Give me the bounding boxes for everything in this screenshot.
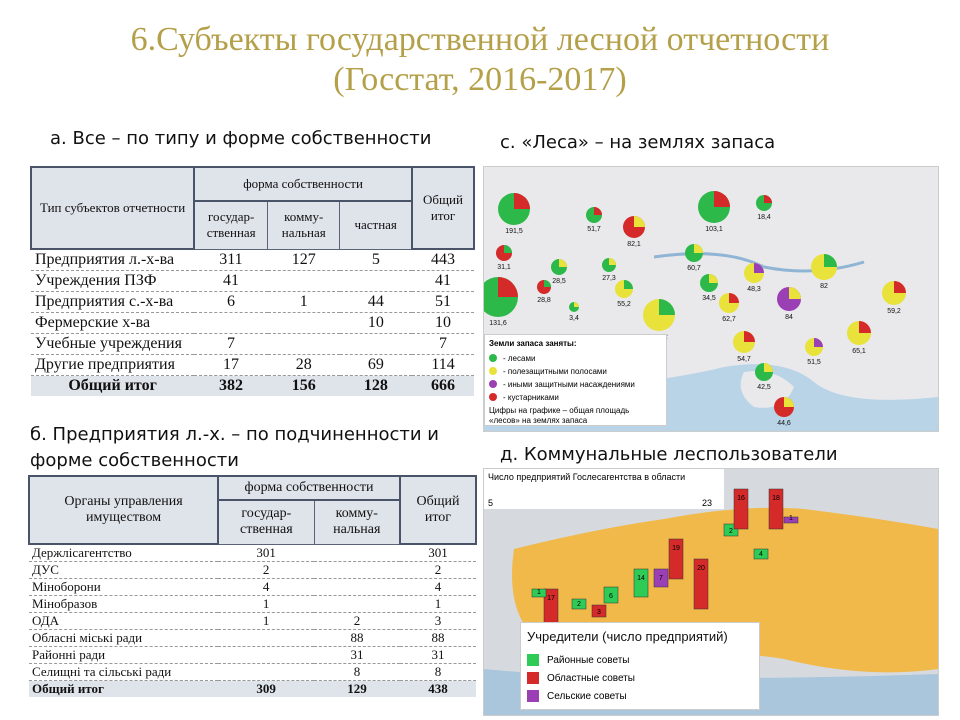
row-comm: [268, 313, 340, 334]
row-total: 301: [400, 544, 476, 562]
legend-d-item: [527, 652, 759, 668]
row-total: 41: [412, 271, 474, 292]
legend-d-swatch: [527, 690, 539, 702]
pie-label: 42,5: [757, 384, 771, 391]
pie-label: 62,7: [722, 316, 736, 323]
row-state: 1: [218, 596, 314, 613]
map-bar: [592, 605, 606, 617]
pie-label: 3,4: [569, 315, 579, 322]
legend-c-swatch: [489, 393, 497, 401]
legend-d-item: [527, 688, 759, 704]
table-b-row: [29, 562, 476, 579]
row-comm: [314, 596, 400, 613]
map-bar: [754, 549, 768, 559]
header-state: государ-ственная: [194, 201, 268, 249]
row-name: Міноборони: [29, 579, 218, 596]
legend-c-item: [489, 352, 666, 364]
row-state: 2: [218, 562, 314, 579]
map-bar: [604, 587, 618, 603]
map-communal-forest-users: [483, 468, 939, 716]
row-name: Держлісагентство: [29, 544, 218, 562]
legend-c-swatch: [489, 367, 497, 375]
table-b-row: [29, 613, 476, 630]
total-private: 128: [340, 376, 412, 397]
table-b-row: [29, 544, 476, 562]
row-name: Фермерские х-ва: [31, 313, 194, 334]
map-pie: [805, 338, 823, 366]
header-form-b: форма собственности: [218, 476, 400, 500]
table-a-row: [31, 249, 474, 271]
total-name: Общий итог: [31, 376, 194, 397]
map-pie: [756, 195, 772, 221]
bar-label: 20: [697, 565, 705, 572]
pie-label: 131,6: [489, 320, 507, 327]
row-state: 311: [194, 249, 268, 271]
bar-label: 18: [772, 495, 780, 502]
row-name: Другие предприятия: [31, 355, 194, 376]
table-a-row: [31, 313, 474, 334]
row-total: 1: [400, 596, 476, 613]
map-d-topbar: [484, 469, 724, 509]
header-state-b: государ-ственная: [218, 500, 314, 544]
legend-d-text: Сельские советы: [547, 690, 627, 702]
map-bar: [734, 489, 748, 529]
pie-label: 31,1: [497, 264, 511, 271]
row-name: Селищні та сільські ради: [29, 664, 218, 681]
table-a-total-row: [31, 376, 474, 397]
bar-label: 6: [609, 593, 613, 600]
row-total: 88: [400, 630, 476, 647]
bar-label: 19: [672, 545, 680, 552]
row-state: 4: [218, 579, 314, 596]
row-total: 51: [412, 292, 474, 313]
bar-label: 3: [597, 609, 601, 616]
map-bar: [634, 569, 648, 597]
row-state: 6: [194, 292, 268, 313]
legend-c-text: - полезащитными полосами: [503, 366, 607, 376]
map-d-top-label: Число предприятий Гослесагентства в области: [488, 472, 686, 482]
legend-d-swatch: [527, 672, 539, 684]
section-d-label: д. Коммунальные леспользователи: [500, 444, 838, 465]
total-comm: 156: [268, 376, 340, 397]
legend-c-text: - кустарниками: [503, 392, 559, 402]
legend-d-title: Учредители (число предприятий): [527, 629, 728, 644]
row-total: 3: [400, 613, 476, 630]
row-state: [218, 647, 314, 664]
row-name: Мінобразов: [29, 596, 218, 613]
pie-label: 28,8: [537, 297, 551, 304]
legend-d-text: Областные советы: [547, 672, 635, 684]
legend-c-item: [489, 365, 666, 377]
row-name: ОДА: [29, 613, 218, 630]
row-comm: 1: [268, 292, 340, 313]
scale-max: 23: [702, 498, 713, 508]
row-comm: 28: [268, 355, 340, 376]
map-pie: [496, 245, 512, 271]
title-line-1: 6.Субъекты государственной лесной отчетности: [130, 21, 830, 58]
legend-c-item: [489, 378, 666, 390]
row-state: [218, 664, 314, 681]
row-comm: 8: [314, 664, 400, 681]
row-comm: [314, 544, 400, 562]
row-name: Предприятия л.-х-ва: [31, 249, 194, 271]
row-comm: [268, 334, 340, 355]
map-bar: [769, 489, 783, 529]
bar-label: 2: [729, 528, 733, 535]
row-state: 1: [218, 613, 314, 630]
row-comm: 88: [314, 630, 400, 647]
pie-label: 55,2: [617, 301, 631, 308]
row-comm: 127: [268, 249, 340, 271]
map-d-legend: [520, 622, 760, 710]
section-b-label-2: форме собственности: [30, 450, 239, 471]
table-a-row: [31, 292, 474, 313]
legend-c-footnote: Цифры на графике – общая площадь «лесов» на землях запаса: [489, 406, 630, 425]
table-a-row: [31, 334, 474, 355]
row-name: Обласні міські ради: [29, 630, 218, 647]
pie-label: 59,2: [887, 308, 901, 315]
row-total: 31: [400, 647, 476, 664]
header-comm: комму-нальная: [268, 201, 340, 249]
map-pie: [615, 280, 633, 308]
row-state: 41: [194, 271, 268, 292]
row-total: 10: [412, 313, 474, 334]
row-private: 44: [340, 292, 412, 313]
total-b-state: 309: [218, 681, 314, 698]
pie-label: 18,4: [757, 214, 771, 221]
row-name: Учебные учреждения: [31, 334, 194, 355]
section-a-label: а. Все – по типу и форме собственности: [50, 128, 432, 149]
bar-label: 17: [547, 595, 555, 602]
header-form: форма собственности: [194, 167, 412, 201]
scale-min: 5: [488, 498, 494, 508]
table-b-row: [29, 630, 476, 647]
legend-d-item: [527, 670, 759, 686]
row-name: Учреждения ПЗФ: [31, 271, 194, 292]
pie-label: 28,5: [552, 278, 566, 285]
legend-c-title: Земли запаса заняты:: [489, 339, 577, 348]
bar-label: 14: [637, 575, 645, 582]
map-bar: [572, 599, 586, 609]
row-total: 2: [400, 562, 476, 579]
legend-c-text: - лесами: [503, 353, 536, 363]
bar-label: 16: [737, 495, 745, 502]
pie-label: 54,7: [737, 356, 751, 363]
map-pie: [586, 207, 602, 233]
map-pie: [685, 244, 703, 272]
legend-d-text: Районные советы: [547, 654, 630, 666]
bar-label: 1: [537, 589, 541, 596]
legend-c-swatch: [489, 354, 497, 362]
table-a-row: [31, 355, 474, 376]
header-type: Тип субъектов отчетности: [31, 167, 194, 249]
row-total: 4: [400, 579, 476, 596]
section-b-label-1: б. Предприятия л.-х. – по подчиненности и: [30, 424, 439, 445]
table-b-row: [29, 664, 476, 681]
pie-label: 51,5: [807, 359, 821, 366]
pie-label: 65,1: [852, 348, 866, 355]
table-b-row: [29, 596, 476, 613]
pie-label: 44,6: [777, 420, 791, 427]
map-bar: [532, 589, 546, 597]
pie-label: 27,3: [602, 275, 616, 282]
table-b-row: [29, 579, 476, 596]
bar-rect: [634, 569, 648, 597]
row-private: [340, 271, 412, 292]
row-private: 69: [340, 355, 412, 376]
map-bar: [694, 559, 708, 609]
row-comm: [314, 579, 400, 596]
row-private: [340, 334, 412, 355]
total-state: 382: [194, 376, 268, 397]
table-a: [30, 166, 475, 396]
map-pie: [700, 274, 718, 302]
total-b-comm: 129: [314, 681, 400, 698]
map-bar: [654, 569, 668, 587]
legend-c-item: [489, 391, 666, 403]
pie-label: 191,5: [505, 228, 523, 235]
table-a-row: [31, 271, 474, 292]
row-comm: [268, 271, 340, 292]
legend-c-text: - иными защитными насаждениями: [503, 379, 635, 389]
row-state: [218, 630, 314, 647]
header-private: частная: [340, 201, 412, 249]
row-comm: [314, 562, 400, 579]
table-b: [28, 475, 477, 697]
bar-label: 7: [659, 575, 663, 582]
pie-label: 82,1: [627, 241, 641, 248]
map-bar: [669, 539, 683, 579]
row-total: 443: [412, 249, 474, 271]
title-line-2: (Госстат, 2016-2017): [333, 61, 627, 98]
legend-d-swatch: [527, 654, 539, 666]
row-private: 10: [340, 313, 412, 334]
row-total: 7: [412, 334, 474, 355]
header-total-b: Общий итог: [400, 476, 476, 544]
row-name: Районні ради: [29, 647, 218, 664]
table-b-row: [29, 647, 476, 664]
bar-label: 4: [759, 551, 763, 558]
row-comm: 2: [314, 613, 400, 630]
bar-label: 2: [577, 601, 581, 608]
total-total: 666: [412, 376, 474, 397]
row-private: 5: [340, 249, 412, 271]
pie-label: 84: [785, 314, 793, 321]
row-state: [194, 313, 268, 334]
row-total: 114: [412, 355, 474, 376]
pie-label: 34,5: [702, 295, 716, 302]
map-pie: [551, 259, 567, 285]
row-total: 8: [400, 664, 476, 681]
pie-label: 103,1: [705, 226, 723, 233]
total-b-total: 438: [400, 681, 476, 698]
row-comm: 31: [314, 647, 400, 664]
map-c-legend: [484, 334, 667, 426]
pie-label: 51,7: [587, 226, 601, 233]
header-org: Органы управления имуществом: [29, 476, 218, 544]
bar-label: 1: [789, 515, 793, 522]
row-state: 17: [194, 355, 268, 376]
table-b-total-row: [29, 681, 476, 698]
page-title: [0, 20, 960, 100]
legend-c-swatch: [489, 380, 497, 388]
total-b-name: Общий итог: [29, 681, 218, 698]
map-pie: [755, 363, 773, 391]
pie-label: 48,3: [747, 286, 761, 293]
pie-label: 82: [820, 283, 828, 290]
pie-label: 60,7: [687, 265, 701, 272]
row-state: 7: [194, 334, 268, 355]
section-c-label: с. «Леса» – на землях запаса: [500, 132, 776, 153]
row-state: 301: [218, 544, 314, 562]
row-name: ДУС: [29, 562, 218, 579]
map-forest-reserve: [483, 166, 939, 432]
header-comm-b: комму-нальная: [314, 500, 400, 544]
row-name: Предприятия с.-х-ва: [31, 292, 194, 313]
header-total: Общий итог: [412, 167, 474, 249]
